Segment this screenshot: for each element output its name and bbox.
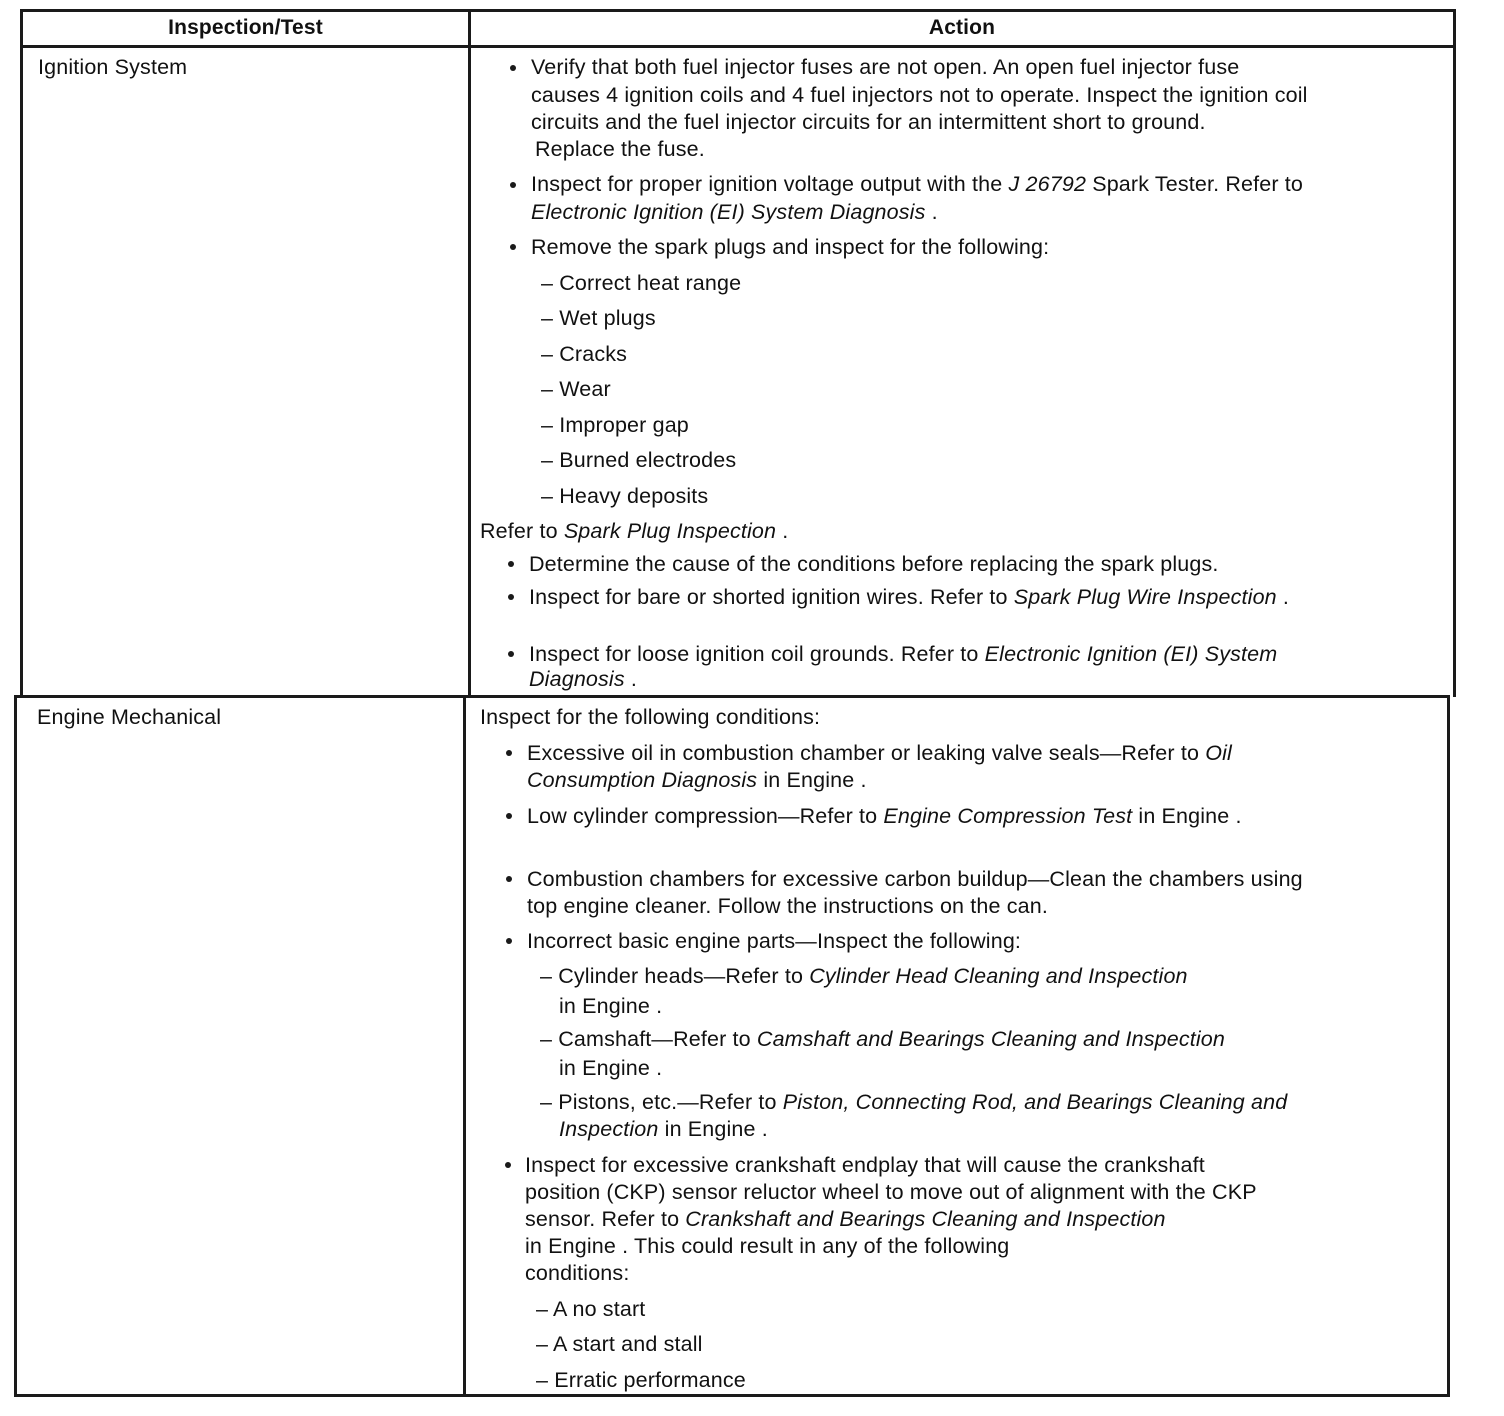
table-border-left-lower [14,695,17,1397]
action-line [525,1206,1166,1232]
action-text: . [1276,585,1290,609]
sub-item: – A start and stall [536,1332,703,1356]
bullet [508,594,514,600]
row-label-ignition-system: Ignition System [38,55,188,79]
doc-reference: Electronic Ignition (EI) System Diagnosis [531,200,926,224]
table-border-top [20,9,1456,12]
action-line [529,666,637,692]
action-line: Combustion chambers for excessive carbon buildup—Clean the chambers using [527,867,1303,891]
action-line [529,584,1289,610]
column-header-inspection: Inspection/Test [168,16,323,39]
bullet [508,651,514,657]
action-text: in Engine . [658,1117,768,1141]
doc-reference: Electronic Ignition (EI) System [984,642,1278,666]
bullet [506,750,512,756]
action-line [529,641,1277,667]
action-text: . [776,519,789,543]
row-divider [14,695,1450,698]
sub-item [540,1026,1225,1052]
action-text: – Cylinder heads—Refer to [540,964,810,988]
action-line: position (CKP) sensor reluctor wheel to move out of alignment with the CKP [525,1180,1257,1204]
sub-item [540,963,1188,989]
action-text: Inspect for proper ignition voltage output with the [531,172,1009,196]
column-divider-lower [463,695,466,1397]
action-line: in Engine . This could result in any of the following [525,1234,1010,1258]
bullet [510,182,516,188]
action-line: circuits and the fuel injector circuits for an intermittent short to ground. [531,110,1206,134]
action-line: top engine cleaner. Follow the instructions on the can. [527,894,1048,918]
sub-item: – Cracks [541,342,628,366]
action-text: Inspect for bare or shorted ignition wires. Refer to [529,585,1014,609]
action-text: Spark Tester. Refer to [1086,172,1304,196]
table-border-left-upper [20,9,23,697]
bullet [510,244,516,250]
action-line: Inspect for excessive crankshaft endplay that will cause the crankshaft [525,1153,1205,1177]
row-label-engine-mechanical: Engine Mechanical [37,705,222,729]
sub-item: – Wear [541,377,611,401]
sub-item [559,1116,768,1142]
table-border-right-lower [1447,695,1450,1397]
bullet [505,1162,511,1168]
tool-reference: J 26792 [1008,172,1087,196]
doc-reference: Crankshaft and Bearings Cleaning and Inspection [685,1207,1166,1231]
action-text: in Engine . [757,768,867,792]
sub-item: – Improper gap [541,413,689,437]
action-line: Incorrect basic engine parts—Inspect the following: [527,929,1022,953]
table-border-bottom [14,1394,1450,1397]
table-border-right-upper [1453,9,1456,697]
action-line: Replace the fuse. [535,137,705,161]
doc-reference: Camshaft and Bearings Cleaning and Inspection [756,1027,1225,1051]
action-text: Low cylinder compression—Refer to [527,804,884,828]
bullet [506,813,512,819]
action-text: Inspect for loose ignition coil grounds. Refer to [529,642,985,666]
sub-item: – Erratic performance [536,1368,746,1392]
action-line: Inspect for the following conditions: [480,705,821,729]
sub-item: – Burned electrodes [541,448,737,472]
doc-reference: Cylinder Head Cleaning and Inspection [809,964,1188,988]
sub-item: – Wet plugs [541,306,656,330]
bullet [506,876,512,882]
doc-reference: Spark Plug Inspection [563,519,777,543]
action-text: in Engine . [1132,804,1242,828]
action-line [527,740,1232,766]
action-line: Verify that both fuel injector fuses are not open. An open fuel injector fuse [531,55,1240,79]
action-text: Refer to [480,519,564,543]
action-line: Determine the cause of the conditions before replacing the spark plugs. [529,552,1219,576]
doc-reference: Engine Compression Test [883,804,1133,828]
doc-reference: Inspection [559,1117,659,1141]
action-text: sensor. Refer to [525,1207,686,1231]
bullet [510,65,516,71]
doc-reference: Piston, Connecting Rod, and Bearings Cleaning and [782,1090,1288,1114]
bullet [508,561,514,567]
action-text: . [925,200,938,224]
column-header-action: Action [928,16,996,39]
bullet [506,938,512,944]
action-text: . [624,667,638,691]
action-text: Excessive oil in combustion chamber or leaking valve seals—Refer to [527,741,1206,765]
sub-item: – Correct heat range [541,271,742,295]
action-line: Remove the spark plugs and inspect for the following: [531,235,1050,259]
doc-reference: Consumption Diagnosis [527,768,758,792]
sub-item: – A no start [536,1297,646,1321]
action-line [527,803,1242,829]
action-line [531,171,1303,197]
sub-item [540,1089,1287,1115]
action-line [531,199,938,225]
action-text: – Camshaft—Refer to [540,1027,757,1051]
sub-item: in Engine . [559,1056,663,1080]
action-line [527,767,867,793]
action-text: – Pistons, etc.—Refer to [540,1090,783,1114]
sub-item: in Engine . [559,994,663,1018]
doc-reference: Spark Plug Wire Inspection [1013,585,1277,609]
header-divider [20,45,1456,48]
column-divider-upper [468,9,471,697]
action-line [480,518,788,544]
action-line: causes 4 ignition coils and 4 fuel injectors not to operate. Inspect the ignition coil [531,83,1308,107]
doc-reference: Oil [1205,741,1232,765]
doc-reference: Diagnosis [529,667,625,691]
action-line: conditions: [525,1261,630,1285]
sub-item: – Heavy deposits [541,484,709,508]
